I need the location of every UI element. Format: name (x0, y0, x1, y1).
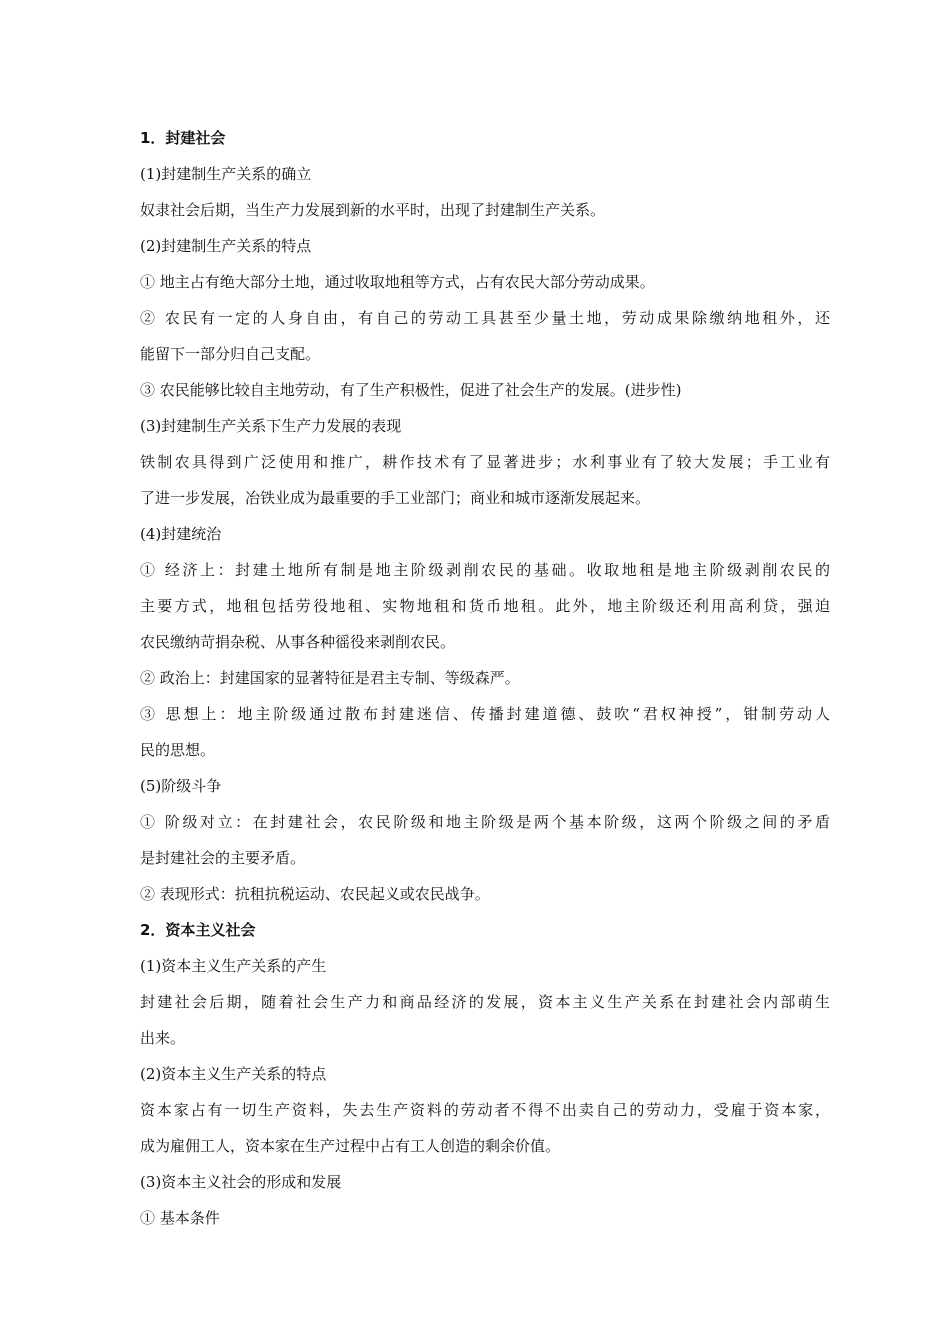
subheading: (3)封建制生产关系下生产力发展的表现 (140, 417, 402, 435)
list-item-continuation: 主要方式，地租包括劳役地租、实物地租和货币地租。此外，地主阶级还利用高利贷，强迫 (140, 597, 830, 615)
list-item-continuation: 民的思想。 (140, 741, 216, 759)
paragraph-line: 铁制农具得到广泛使用和推广，耕作技术有了显著进步；水利事业有了较大发展；手工业有 (140, 453, 830, 471)
subheading: (1)封建制生产关系的确立 (140, 165, 312, 183)
list-item: ② 农民有一定的人身自由，有自己的劳动工具甚至少量土地，劳动成果除缴纳地租外，还 (140, 309, 830, 327)
paragraph-line: 出来。 (140, 1029, 186, 1047)
paragraph-line: 了进一步发展，冶铁业成为最重要的手工业部门；商业和城市逐渐发展起来。 (140, 489, 651, 507)
subheading: (5)阶级斗争 (140, 777, 222, 795)
section-heading-feudal-society: 1．封建社会 (140, 129, 226, 147)
subheading: (1)资本主义生产关系的产生 (140, 957, 327, 975)
list-item-continuation: 农民缴纳苛捐杂税、从事各种徭役来剥削农民。 (140, 633, 456, 651)
list-item-continuation: 能留下一部分归自己支配。 (140, 345, 321, 363)
list-item: ② 表现形式：抗租抗税运动、农民起义或农民战争。 (140, 885, 490, 903)
list-item: ① 经济上：封建土地所有制是地主阶级剥削农民的基础。收取地租是地主阶级剥削农民的 (140, 561, 830, 579)
list-item: ③ 思想上：地主阶级通过散布封建迷信、传播封建道德、鼓吹“君权神授”，钳制劳动人 (140, 705, 830, 723)
subheading: (3)资本主义社会的形成和发展 (140, 1173, 342, 1191)
list-item: ① 阶级对立：在封建社会，农民阶级和地主阶级是两个基本阶级，这两个阶级之间的矛盾 (140, 813, 830, 831)
paragraph-line: 资本家占有一切生产资料，失去生产资料的劳动者不得不出卖自己的劳动力，受雇于资本家， (140, 1101, 830, 1119)
list-item: ② 政治上：封建国家的显著特征是君主专制、等级森严。 (140, 669, 520, 687)
paragraph-line: 成为雇佣工人，资本家在生产过程中占有工人创造的剩余价值。 (140, 1137, 561, 1155)
list-item-continuation: 是封建社会的主要矛盾。 (140, 849, 306, 867)
subheading: (4)封建统治 (140, 525, 222, 543)
list-item: ① 地主占有绝大部分土地，通过收取地租等方式，占有农民大部分劳动成果。 (140, 273, 655, 291)
document-body (140, 124, 830, 1240)
section-heading-capitalist-society: 2．资本主义社会 (140, 921, 256, 939)
subheading: (2)资本主义生产关系的特点 (140, 1065, 327, 1083)
paragraph-line: 封建社会后期，随着社会生产力和商品经济的发展，资本主义生产关系在封建社会内部萌生 (140, 993, 830, 1011)
list-item: ③ 农民能够比较自主地劳动，有了生产积极性，促进了社会生产的发展。(进步性) (140, 381, 682, 399)
paragraph-line: 奴隶社会后期，当生产力发展到新的水平时，出现了封建制生产关系。 (140, 201, 606, 219)
list-item: ① 基本条件 (140, 1209, 220, 1227)
subheading: (2)封建制生产关系的特点 (140, 237, 312, 255)
